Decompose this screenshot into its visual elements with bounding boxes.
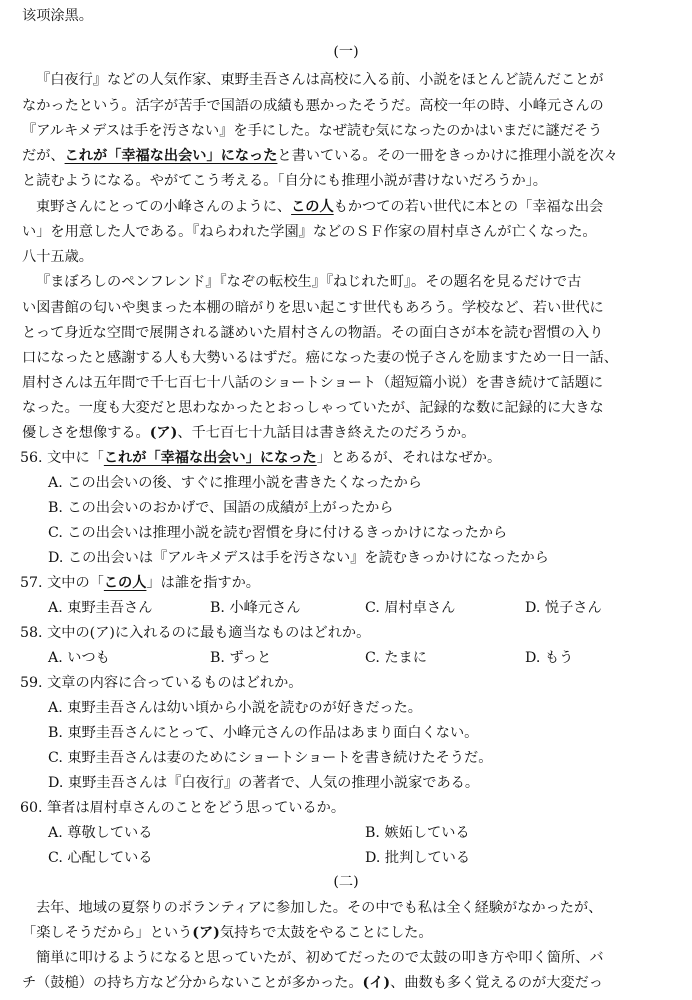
top-line: 该项涂黑。 bbox=[22, 8, 93, 24]
passage1-line bbox=[36, 197, 603, 217]
option-58-b: B. ずっと bbox=[210, 650, 272, 666]
question-58 bbox=[20, 623, 370, 643]
option-59-a: A. 東野圭吾さんは幼い頃から小説を読むのが好きだった。 bbox=[48, 700, 422, 716]
question-stem-fragment: 文中の「 bbox=[47, 575, 104, 591]
option-58-a: A. いつも bbox=[48, 650, 110, 666]
blank-marker-a: (ア) bbox=[192, 925, 220, 941]
passage1-line: 『まぼろしのペンフレンド』『なぞの転校生』『ねじれた町』。その題名を見るだけで古 bbox=[36, 274, 582, 290]
underlined-phrase-56: これが「幸福な出会い」になった bbox=[64, 148, 278, 164]
passage2-line bbox=[22, 923, 433, 943]
question-number: 56. bbox=[20, 450, 43, 466]
text-fragment: 、千七百七十九話目は書き終えたのだろうか。 bbox=[177, 425, 476, 441]
section1-heading: (一) bbox=[333, 44, 359, 60]
option-59-d: D. 東野圭吾さんは『白夜行』の著者で、人気の推理小説家である。 bbox=[48, 775, 480, 791]
option-59-c: C. 東野圭吾さんは妻のためにショートショートを書き続けたそうだ。 bbox=[48, 750, 493, 766]
passage1-line: と読むようになる。やがてこう考える。「自分にも推理小説が書けないだろうか」。 bbox=[22, 173, 547, 189]
passage2-line bbox=[22, 973, 603, 993]
question-60 bbox=[20, 798, 345, 818]
text-fragment: だが、 bbox=[22, 148, 65, 164]
text-fragment: 優しさを想像する。 bbox=[22, 425, 150, 441]
option-60-b: B. 嫉妬している bbox=[365, 825, 470, 841]
text-fragment: チ（鼓槌）の持ち方など分からないことが多かった。 bbox=[22, 975, 363, 991]
option-58-d: D. もう bbox=[525, 650, 574, 666]
text-fragment: 気持ちで太鼓をやることにした。 bbox=[219, 925, 433, 941]
passage1-line: 口になったと感謝する人も大勢いるはずだ。癌になった妻の悦子さんを励ますため一日一話、 bbox=[22, 350, 618, 366]
question-stem-fragment: 」は誰を指すか。 bbox=[146, 575, 260, 591]
passage1-line bbox=[22, 146, 618, 166]
option-60-a: A. 尊敬している bbox=[48, 825, 153, 841]
passage1-line: 眉村さんは五年間で千七百七十八話のショートショート（超短篇小说）を書き続けて話題に bbox=[22, 375, 604, 391]
question-57 bbox=[20, 573, 260, 593]
question-underlined-phrase: これが「幸福な出会い」になった bbox=[103, 450, 317, 466]
question-stem: 筆者は眉村卓さんのことをどう思っているか。 bbox=[47, 800, 346, 816]
passage1-line: なった。一度も大変だと思わなかったとおっしゃっていたが、記録的な数に記録的に大きな bbox=[22, 400, 604, 416]
text-fragment: もかつての若い世代に本との「幸福な出会 bbox=[333, 199, 604, 215]
option-60-d: D. 批判している bbox=[365, 850, 471, 866]
option-60-c: C. 心配している bbox=[48, 850, 153, 866]
question-number: 57. bbox=[20, 575, 43, 591]
question-number: 58. bbox=[20, 625, 43, 641]
blank-marker-i: (イ) bbox=[362, 975, 391, 991]
passage1-line: 『白夜行』などの人気作家、東野圭吾さんは高校に入る前、小説をほとんど読んだことが bbox=[36, 72, 604, 88]
passage1-line: い図書館の匂いや奥まった本棚の暗がりを思い起こす世代もあろう。学校など、若い世代に bbox=[22, 300, 604, 316]
option-58-c: C. たまに bbox=[365, 650, 427, 666]
question-59 bbox=[20, 673, 302, 693]
passage2-line: 簡単に叩けるようになると思っていたが、初めてだったので太鼓の叩き方や叩く箇所、バ bbox=[36, 950, 604, 966]
passage1-line bbox=[22, 423, 475, 443]
text-fragment: 東野さんにとっての小峰さんのように、 bbox=[36, 199, 292, 215]
option-57-c: C. 眉村卓さん bbox=[365, 600, 456, 616]
passage1-line: 『アルキメデスは手を汚さない』を手にした。なぜ読む気になったのかはいまだに謎だそう bbox=[22, 123, 603, 139]
section2-heading: (二) bbox=[333, 874, 359, 890]
option-56-d: D. この出会いは『アルキメデスは手を汚さない』を読むきっかけになったから bbox=[48, 550, 549, 566]
text-fragment: と書いている。その一冊をきっかけに推理小説を次々 bbox=[277, 148, 618, 164]
text-fragment: 「楽しそうだから」という bbox=[22, 925, 193, 941]
underlined-phrase-57: この人 bbox=[291, 199, 334, 215]
blank-marker-a: (ア) bbox=[149, 425, 178, 441]
question-number: 60. bbox=[20, 800, 43, 816]
question-stem-fragment: 」とあるが、それはなぜか。 bbox=[316, 450, 502, 466]
question-stem-fragment: 文中に「 bbox=[47, 450, 104, 466]
option-56-c: C. この出会いは推理小説を読む習慣を身に付けるきっかけになったから bbox=[48, 525, 508, 541]
passage1-line: とって身近な空間で展開される謎めいた眉村さんの物語。その面白さが本を読む習慣の入り bbox=[22, 325, 604, 341]
question-underlined-phrase: この人 bbox=[103, 575, 147, 591]
option-57-b: B. 小峰元さん bbox=[210, 600, 301, 616]
option-59-b: B. 東野圭吾さんにとって、小峰元さんの作品はあまり面白くない。 bbox=[48, 725, 479, 741]
passage1-line: い」を用意した人である。『ねらわれた学園』などのＳＦ作家の眉村卓さんが亡くなった。 bbox=[22, 224, 597, 240]
question-number: 59. bbox=[20, 675, 43, 691]
text-fragment: 、曲数も多く覚えるのが大変だっ bbox=[390, 975, 603, 991]
passage1-line: なかったという。活字が苦手で国語の成績も悪かったそうだ。高校一年の時、小峰元さんの bbox=[22, 98, 604, 114]
question-stem: 文中の(ア)に入れるのに最も適当なものはどれか。 bbox=[47, 625, 371, 641]
question-56 bbox=[20, 448, 501, 468]
passage2-line: 去年、地域の夏祭りのボランティアに参加した。その中でも私は全く経験がなかったが、 bbox=[36, 900, 603, 916]
option-57-d: D. 悦子さん bbox=[525, 600, 602, 616]
option-56-b: B. この出会いのおかげで、国語の成績が上がったから bbox=[48, 500, 394, 516]
option-56-a: A. この出会いの後、すぐに推理小説を書きたくなったから bbox=[48, 475, 422, 491]
passage1-line: 八十五歳。 bbox=[22, 249, 93, 265]
question-stem: 文章の内容に合っているものはどれか。 bbox=[47, 675, 303, 691]
option-57-a: A. 東野圭吾さん bbox=[48, 600, 153, 616]
